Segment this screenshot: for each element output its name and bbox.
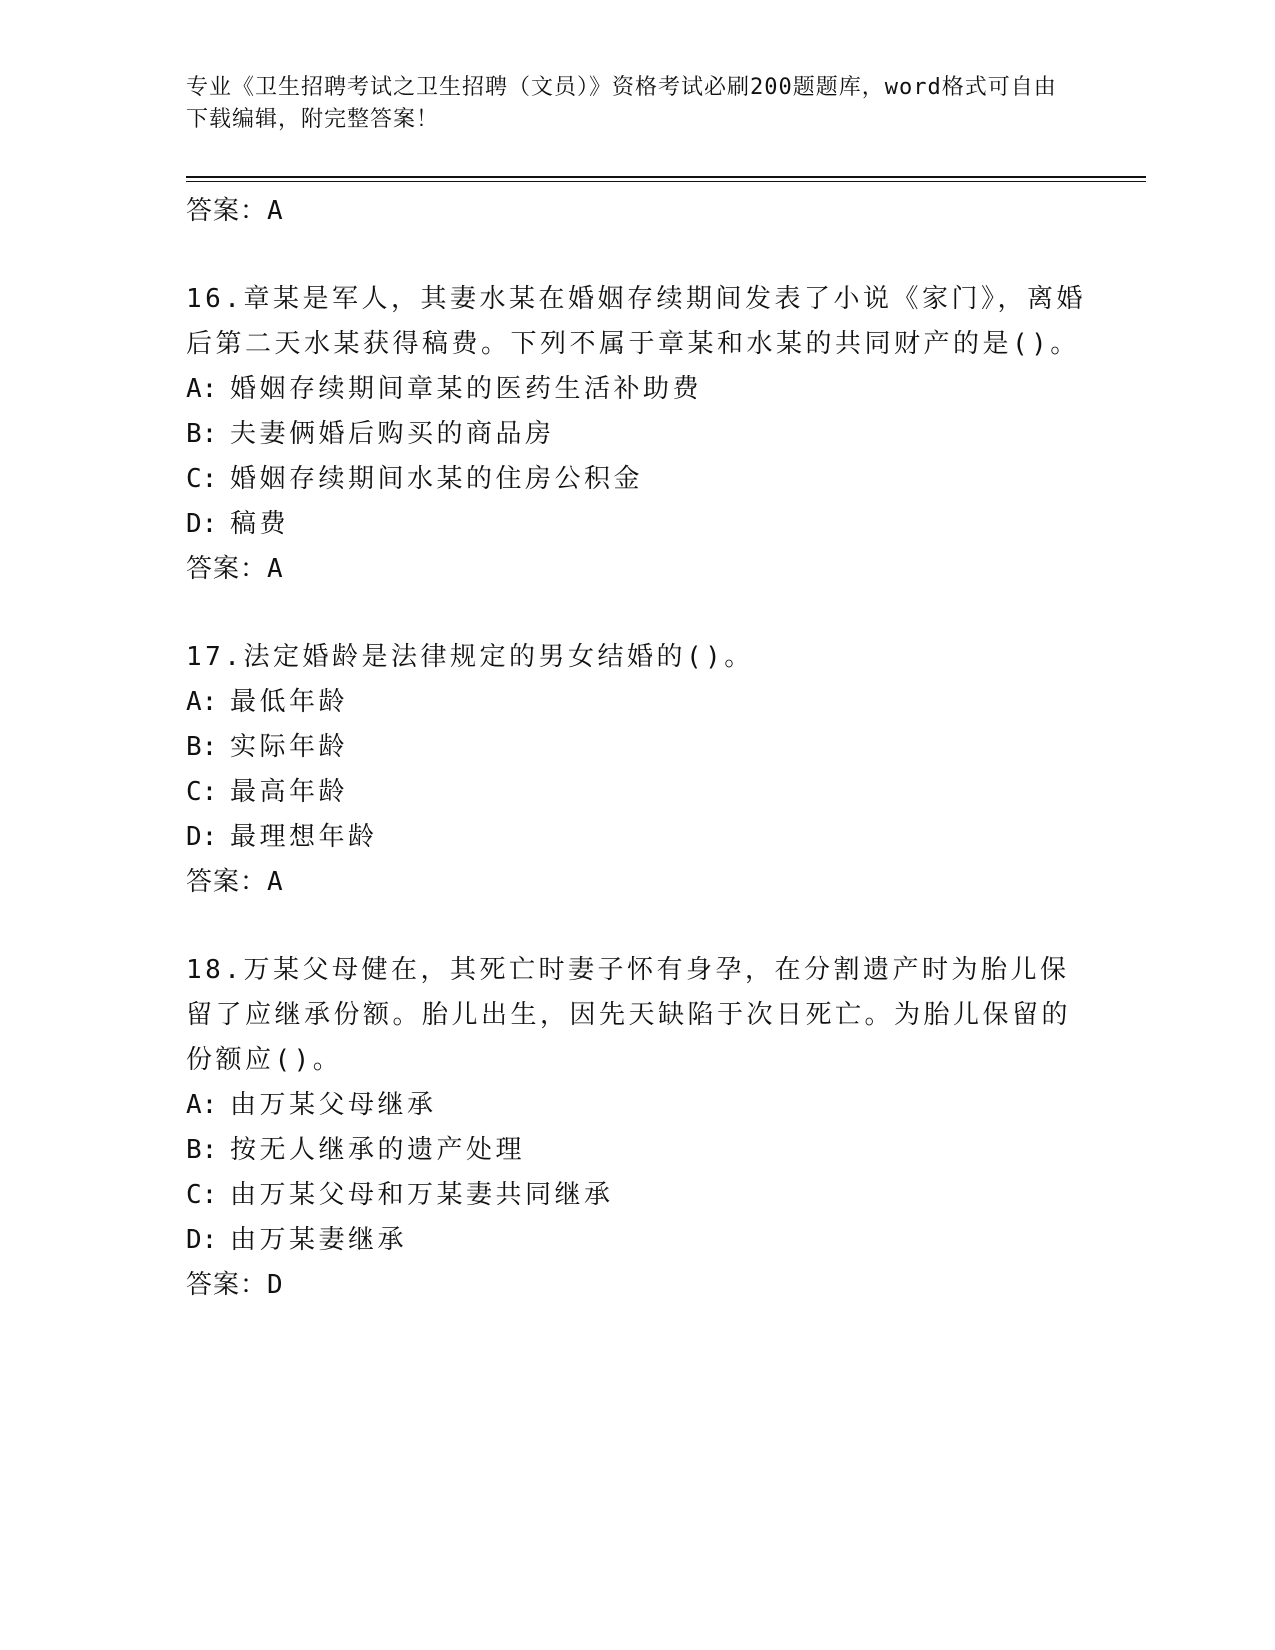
question-answer: 答案：D [186, 1270, 284, 1300]
option-c [186, 457, 1086, 502]
option-c [186, 1173, 1086, 1218]
option-b [186, 412, 1086, 457]
option-b [186, 1128, 1086, 1173]
question-stem: 18.万某父母健在，其死亡时妻子怀有身孕，在分割遗产时为胎儿保留了应继承份额。胎儿出生，因先天缺陷于次日死亡。为胎儿保留的份额应()。 [186, 955, 1072, 1075]
option-text: 婚姻存续期间水某的住房公积金 [230, 464, 644, 494]
option-d [186, 502, 1086, 547]
option-c [186, 770, 1086, 815]
option-text: 由万某父母和万某妻共同继承 [230, 1180, 614, 1210]
option-key: A: [186, 1090, 218, 1120]
question-stem: 16.章某是军人，其妻水某在婚姻存续期间发表了小说《家门》，离婚后第二天水某获得稿费。下列不属于章某和水某的共同财产的是()。 [186, 284, 1086, 359]
option-text: 按无人继承的遗产处理 [230, 1135, 526, 1165]
option-key: C: [186, 1180, 218, 1210]
question-answer: 答案：A [186, 554, 284, 584]
option-text: 婚姻存续期间章某的医药生活补助费 [230, 374, 703, 404]
document-header: 专业《卫生招聘考试之卫生招聘（文员）》资格考试必刷200题题库，word格式可自由下载编辑，附完整答案！ [186, 75, 1057, 132]
option-text: 稿费 [230, 509, 290, 539]
header-divider-thin [186, 181, 1146, 182]
question-stem: 17.法定婚龄是法律规定的男女结婚的()。 [186, 642, 754, 672]
question-list [186, 189, 1086, 1308]
option-a [186, 367, 1086, 412]
option-key: A: [186, 374, 218, 404]
question-18 [186, 948, 1086, 1308]
option-text: 最低年龄 [230, 687, 349, 717]
option-d [186, 815, 1086, 860]
option-text: 最理想年龄 [230, 822, 378, 852]
option-key: D: [186, 822, 218, 852]
option-a [186, 680, 1086, 725]
option-b [186, 725, 1086, 770]
option-text: 由万某妻继承 [230, 1225, 408, 1255]
option-key: B: [186, 1135, 218, 1165]
question-16 [186, 277, 1086, 592]
option-key: B: [186, 419, 218, 449]
option-text: 由万某父母继承 [230, 1090, 437, 1120]
option-key: C: [186, 777, 218, 807]
option-text: 夫妻俩婚后购买的商品房 [230, 419, 555, 449]
previous-question-answer: 答案：A [186, 196, 284, 226]
option-key: D: [186, 1225, 218, 1255]
option-key: D: [186, 509, 218, 539]
option-key: B: [186, 732, 218, 762]
question-answer: 答案：A [186, 867, 284, 897]
question-17 [186, 635, 1086, 905]
option-text: 实际年龄 [230, 732, 349, 762]
option-d [186, 1218, 1086, 1263]
option-a [186, 1083, 1086, 1128]
header-divider [186, 176, 1146, 178]
option-key: C: [186, 464, 218, 494]
option-key: A: [186, 687, 218, 717]
option-text: 最高年龄 [230, 777, 349, 807]
